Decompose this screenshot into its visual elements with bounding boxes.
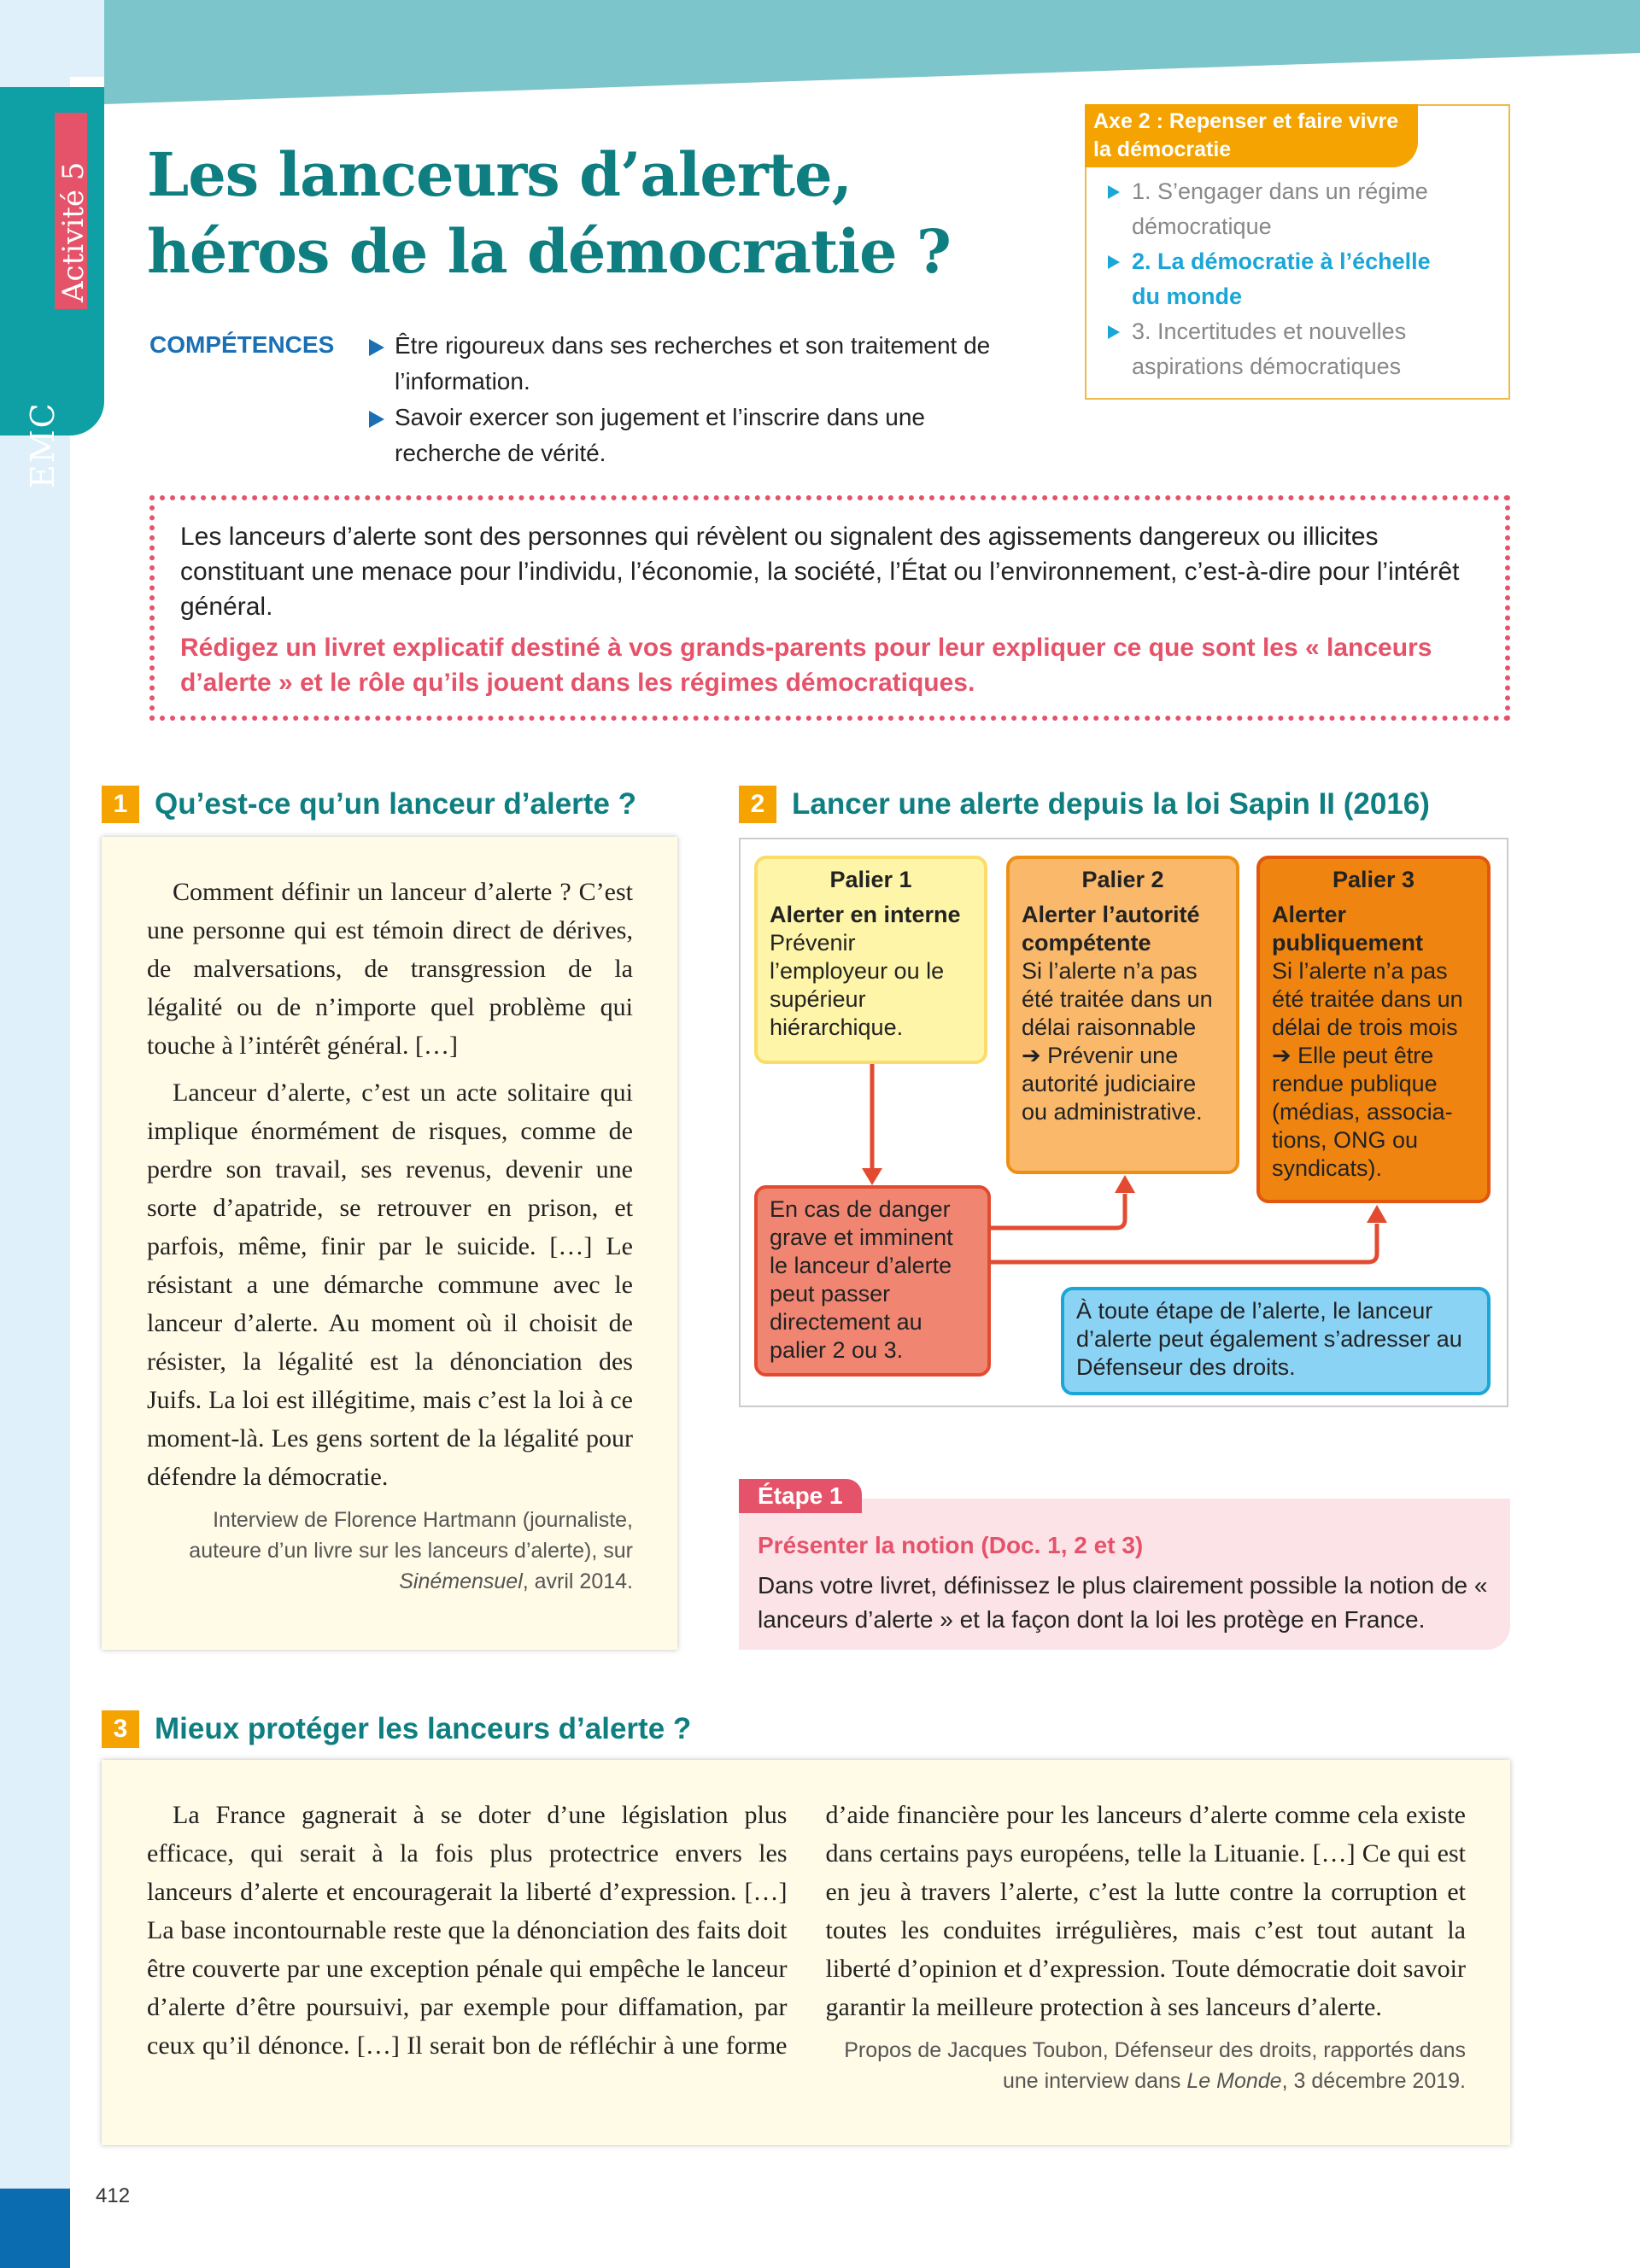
- alert-diagram: [739, 838, 1508, 1407]
- axe-item-current: 2. La démocratie à l’échelle du monde: [1108, 244, 1450, 314]
- bullet-icon: [369, 411, 384, 428]
- doc-title: Qu’est-ce qu’un lanceur d’alerte ?: [155, 787, 637, 821]
- arrow-danger-p2: [991, 1194, 1125, 1228]
- quote-source: Interview de Florence Hartmann (journaliste, auteure d’un livre sur les lanceurs d’alerte), sur Sinémensuel, avril 2014.: [189, 1508, 633, 1593]
- triangle-icon: [1108, 185, 1120, 199]
- axe-item: 3. Incertitudes et nouvelles aspirations démocratiques: [1108, 314, 1450, 384]
- doc-title: Lancer une alerte depuis la loi Sapin II (2016): [792, 787, 1430, 821]
- etape-tag: Étape 1: [739, 1479, 862, 1513]
- quote-paragraph: La France gagnerait à se doter d’une législation plus efficace, qui serait à la fois plus protectrice envers les lanceurs d’alerte et encouragerait la liberté d’expression. […] La base incontournable reste que la dénonciation des faits doit être couverte par une exception pénale qui empêche le lanceur d’alerte d’être poursuivi, par exemple pour diffamation, par ceux qu’il dénonce. […] Il serait bon de réfléchir à une forme d’aide financière pour les lanceurs d’alerte comme cela existe dans certains pays européens, telle la Lituanie. […] Ce qui est en jeu à travers l’alerte, c’est la lutte contre la corruption et toutes les conduites irrégulières, mais c’est tout autant la liberté d’opinion et d’expression. Toute démocratie doit savoir garantir la meilleure protection à ses lanceurs d’alerte.: [147, 1801, 1466, 2060]
- bullet-icon: [369, 339, 384, 356]
- header-band: [0, 0, 1640, 107]
- triangle-icon: [1108, 255, 1120, 269]
- palier-3: Palier 3 Alerter publiquement Si l’alerte n’a pas été traitée dans un délai de trois mois ➔ Elle peut être rendue publique (médias, associa-tions, ONG ou syndicats).: [1256, 856, 1491, 1203]
- quote-source: Propos de Jacques Toubon, Défenseur des droits, rapportés dans une interview dans Le Monde, 3 décembre 2019.: [844, 2038, 1466, 2093]
- doc-title: Mieux protéger les lanceurs d’alerte ?: [155, 1712, 692, 1745]
- palier-1: Palier 1 Alerter en interne Prévenir l’employeur ou le supérieur hiérarchique.: [754, 856, 987, 1064]
- etape-box: [739, 1499, 1510, 1650]
- competence-item: Savoir exercer son jugement et l’inscrire dans une recherche de vérité.: [369, 400, 1001, 471]
- activity-badge: [55, 113, 91, 309]
- intro-box: [149, 495, 1510, 721]
- doc2-heading: [739, 786, 1430, 823]
- quote-paragraph: Comment définir un lanceur d’alerte ? C’est une personne qui est témoin direct de dérives, de malversations, de transgression de la légalité ou de n’importe quel problème qui touche à l’intérêt général. […]: [147, 878, 633, 1060]
- etape-text: Dans votre livret, définissez le plus clairement possible la notion de « lanceurs d’alerte » et la façon dont la loi les protège en France.: [758, 1572, 1488, 1633]
- axe-box: [1085, 104, 1510, 400]
- axe-item: 1. S’engager dans un régime démocratique: [1108, 174, 1450, 244]
- axe-heading: Axe 2 : Repenser et faire vivre la démocratie: [1085, 104, 1418, 167]
- chapter-tab: [0, 87, 104, 488]
- doc3-heading: [102, 1710, 691, 1748]
- intro-text: Les lanceurs d’alerte sont des personnes qui révèlent ou signalent des agissements dangereux ou illicites constituant une menace pour l’individu, l’économie, la société, l’État ou l’environnement, c’est-à-dire pour l’intérêt général.: [180, 523, 1460, 621]
- palier-2: Palier 2 Alerter l’autorité compétente Si l’alerte n’a pas été traitée dans un délai raisonnable ➔ Prévenir une autorité judiciaire ou administrative.: [1006, 856, 1239, 1174]
- activity-label: Activité 5: [56, 161, 91, 302]
- page-number: 412: [96, 2184, 131, 2207]
- competence-item: Être rigoureux dans ses recherches et son traitement de l’information.: [369, 328, 1001, 400]
- etape-title: Présenter la notion (Doc. 1, 2 et 3): [758, 1532, 1144, 1558]
- danger-box: En cas de danger grave et imminent le lanceur d’alerte peut passer directement au palier 2 ou 3.: [754, 1185, 991, 1377]
- quote-paragraph: Lanceur d’alerte, c’est un acte solitaire qui implique énormément de risques, comme de perdre son travail, ses revenus, devenir une sorte d’apatride, se retrouver en prison, et parfois, même, finir par le suicide. […] Le résistant a une démarche commune avec le lanceur d’alerte. Au moment où il choisit de résister, la légalité est la dénonciation des Juifs. La loi est illégitime, mais c’est la loi à ce moment-là. Les gens sortent de la légalité pour défendre la démocratie.: [147, 1078, 633, 1491]
- doc1-quote: [102, 837, 677, 1650]
- doc3-quote: [102, 1760, 1510, 2145]
- competences-list: [369, 328, 1001, 471]
- subject-label: EMC: [24, 401, 62, 488]
- doc-number: 2: [739, 786, 776, 823]
- task-text: Rédigez un livret explicatif destiné à vos grands-parents pour leur expliquer ce que sont les « lanceurs d’alerte » et le rôle qu’ils jouent dans les régimes démocratiques.: [180, 634, 1432, 697]
- doc-number: 1: [102, 786, 139, 823]
- footer-block: [0, 2189, 70, 2268]
- doc-number: 3: [102, 1710, 139, 1748]
- triangle-icon: [1108, 325, 1120, 339]
- defenseur-box: À toute étape de l’alerte, le lanceur d’alerte peut également s’adresser au Défenseur des droits.: [1061, 1287, 1491, 1395]
- doc1-heading: [102, 786, 636, 823]
- competences-label: COMPÉTENCES: [149, 331, 335, 358]
- page-title: Les lanceurs d’alerte, héros de la démocratie ?: [147, 139, 951, 287]
